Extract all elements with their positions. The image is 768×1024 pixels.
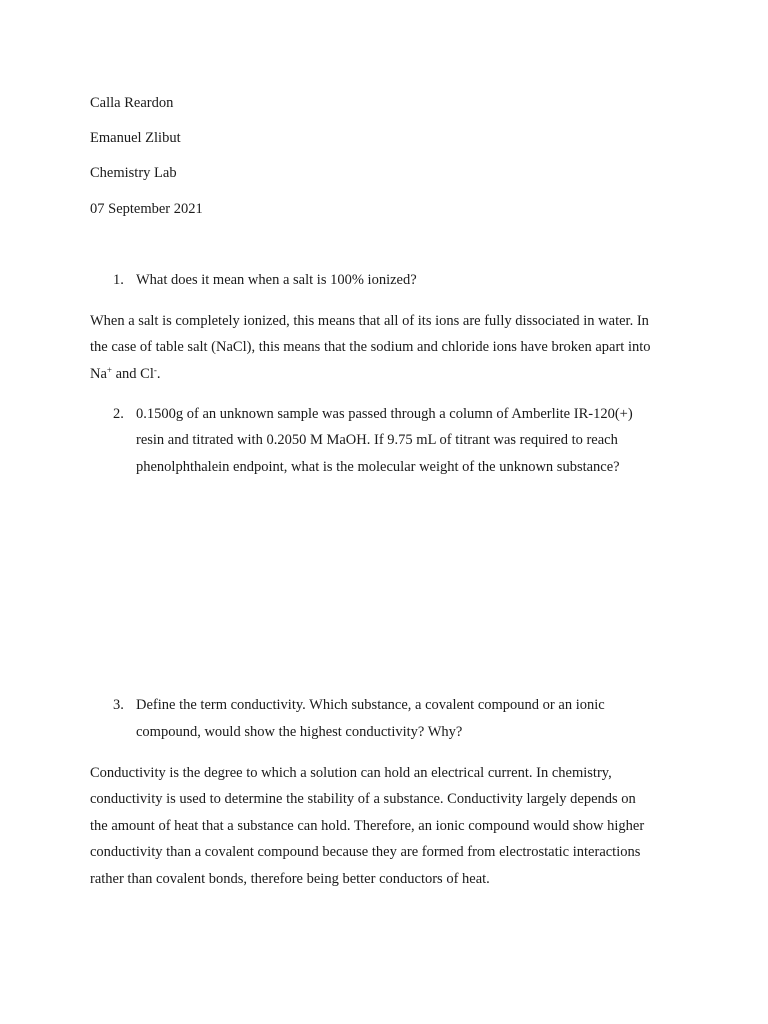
question-3-number: 3. <box>113 697 124 713</box>
question-3-line-1: Define the term conductivity. Which substance, a covalent compound or an ionic <box>136 697 605 713</box>
student-name: Calla Reardon <box>90 95 174 111</box>
chloride-text: and Cl <box>112 366 154 382</box>
sodium-symbol: Na <box>90 366 107 382</box>
question-2-line-2: resin and titrated with 0.2050 M MaOH. If 9.75 mL of titrant was required to reach <box>136 432 618 448</box>
question-1-number: 1. <box>113 272 124 288</box>
question-2-number: 2. <box>113 406 124 422</box>
question-3-line-2: compound, would show the highest conductivity? Why? <box>136 724 463 740</box>
answer-3-line-4: conductivity than a covalent compound because they are formed from electrostatic interactions <box>90 844 641 860</box>
answer-3-line-3: the amount of heat that a substance can hold. Therefore, an ionic compound would show higher <box>90 818 645 834</box>
answer-1-end: . <box>156 366 161 382</box>
answer-3-line-2: conductivity is used to determine the stability of a substance. Conductivity largely depends on <box>90 791 636 807</box>
course-name: Chemistry Lab <box>90 165 177 181</box>
instructor-name: Emanuel Zlibut <box>90 130 181 146</box>
question-2-line-1: 0.1500g of an unknown sample was passed through a column of Amberlite IR-120(+) <box>136 406 633 422</box>
answer-3-line-5: rather than covalent bonds, therefore being better conductors of heat. <box>90 871 490 887</box>
answer-1-line-2: the case of table salt (NaCl), this means that the sodium and chloride ions have broken apart into <box>90 339 651 355</box>
answer-1-line-3 <box>90 365 161 383</box>
answer-1-line-1: When a salt is completely ionized, this means that all of its ions are fully dissociated in water. In <box>90 313 649 329</box>
sodium-charge: + <box>106 365 112 375</box>
question-1-text: What does it mean when a salt is 100% ionized? <box>136 272 417 288</box>
question-2-line-3: phenolphthalein endpoint, what is the molecular weight of the unknown substance? <box>136 459 620 475</box>
chloride-charge: - <box>153 365 157 375</box>
answer-3-line-1: Conductivity is the degree to which a solution can hold an electrical current. In chemistry, <box>90 765 612 781</box>
date: 07 September 2021 <box>90 201 203 217</box>
